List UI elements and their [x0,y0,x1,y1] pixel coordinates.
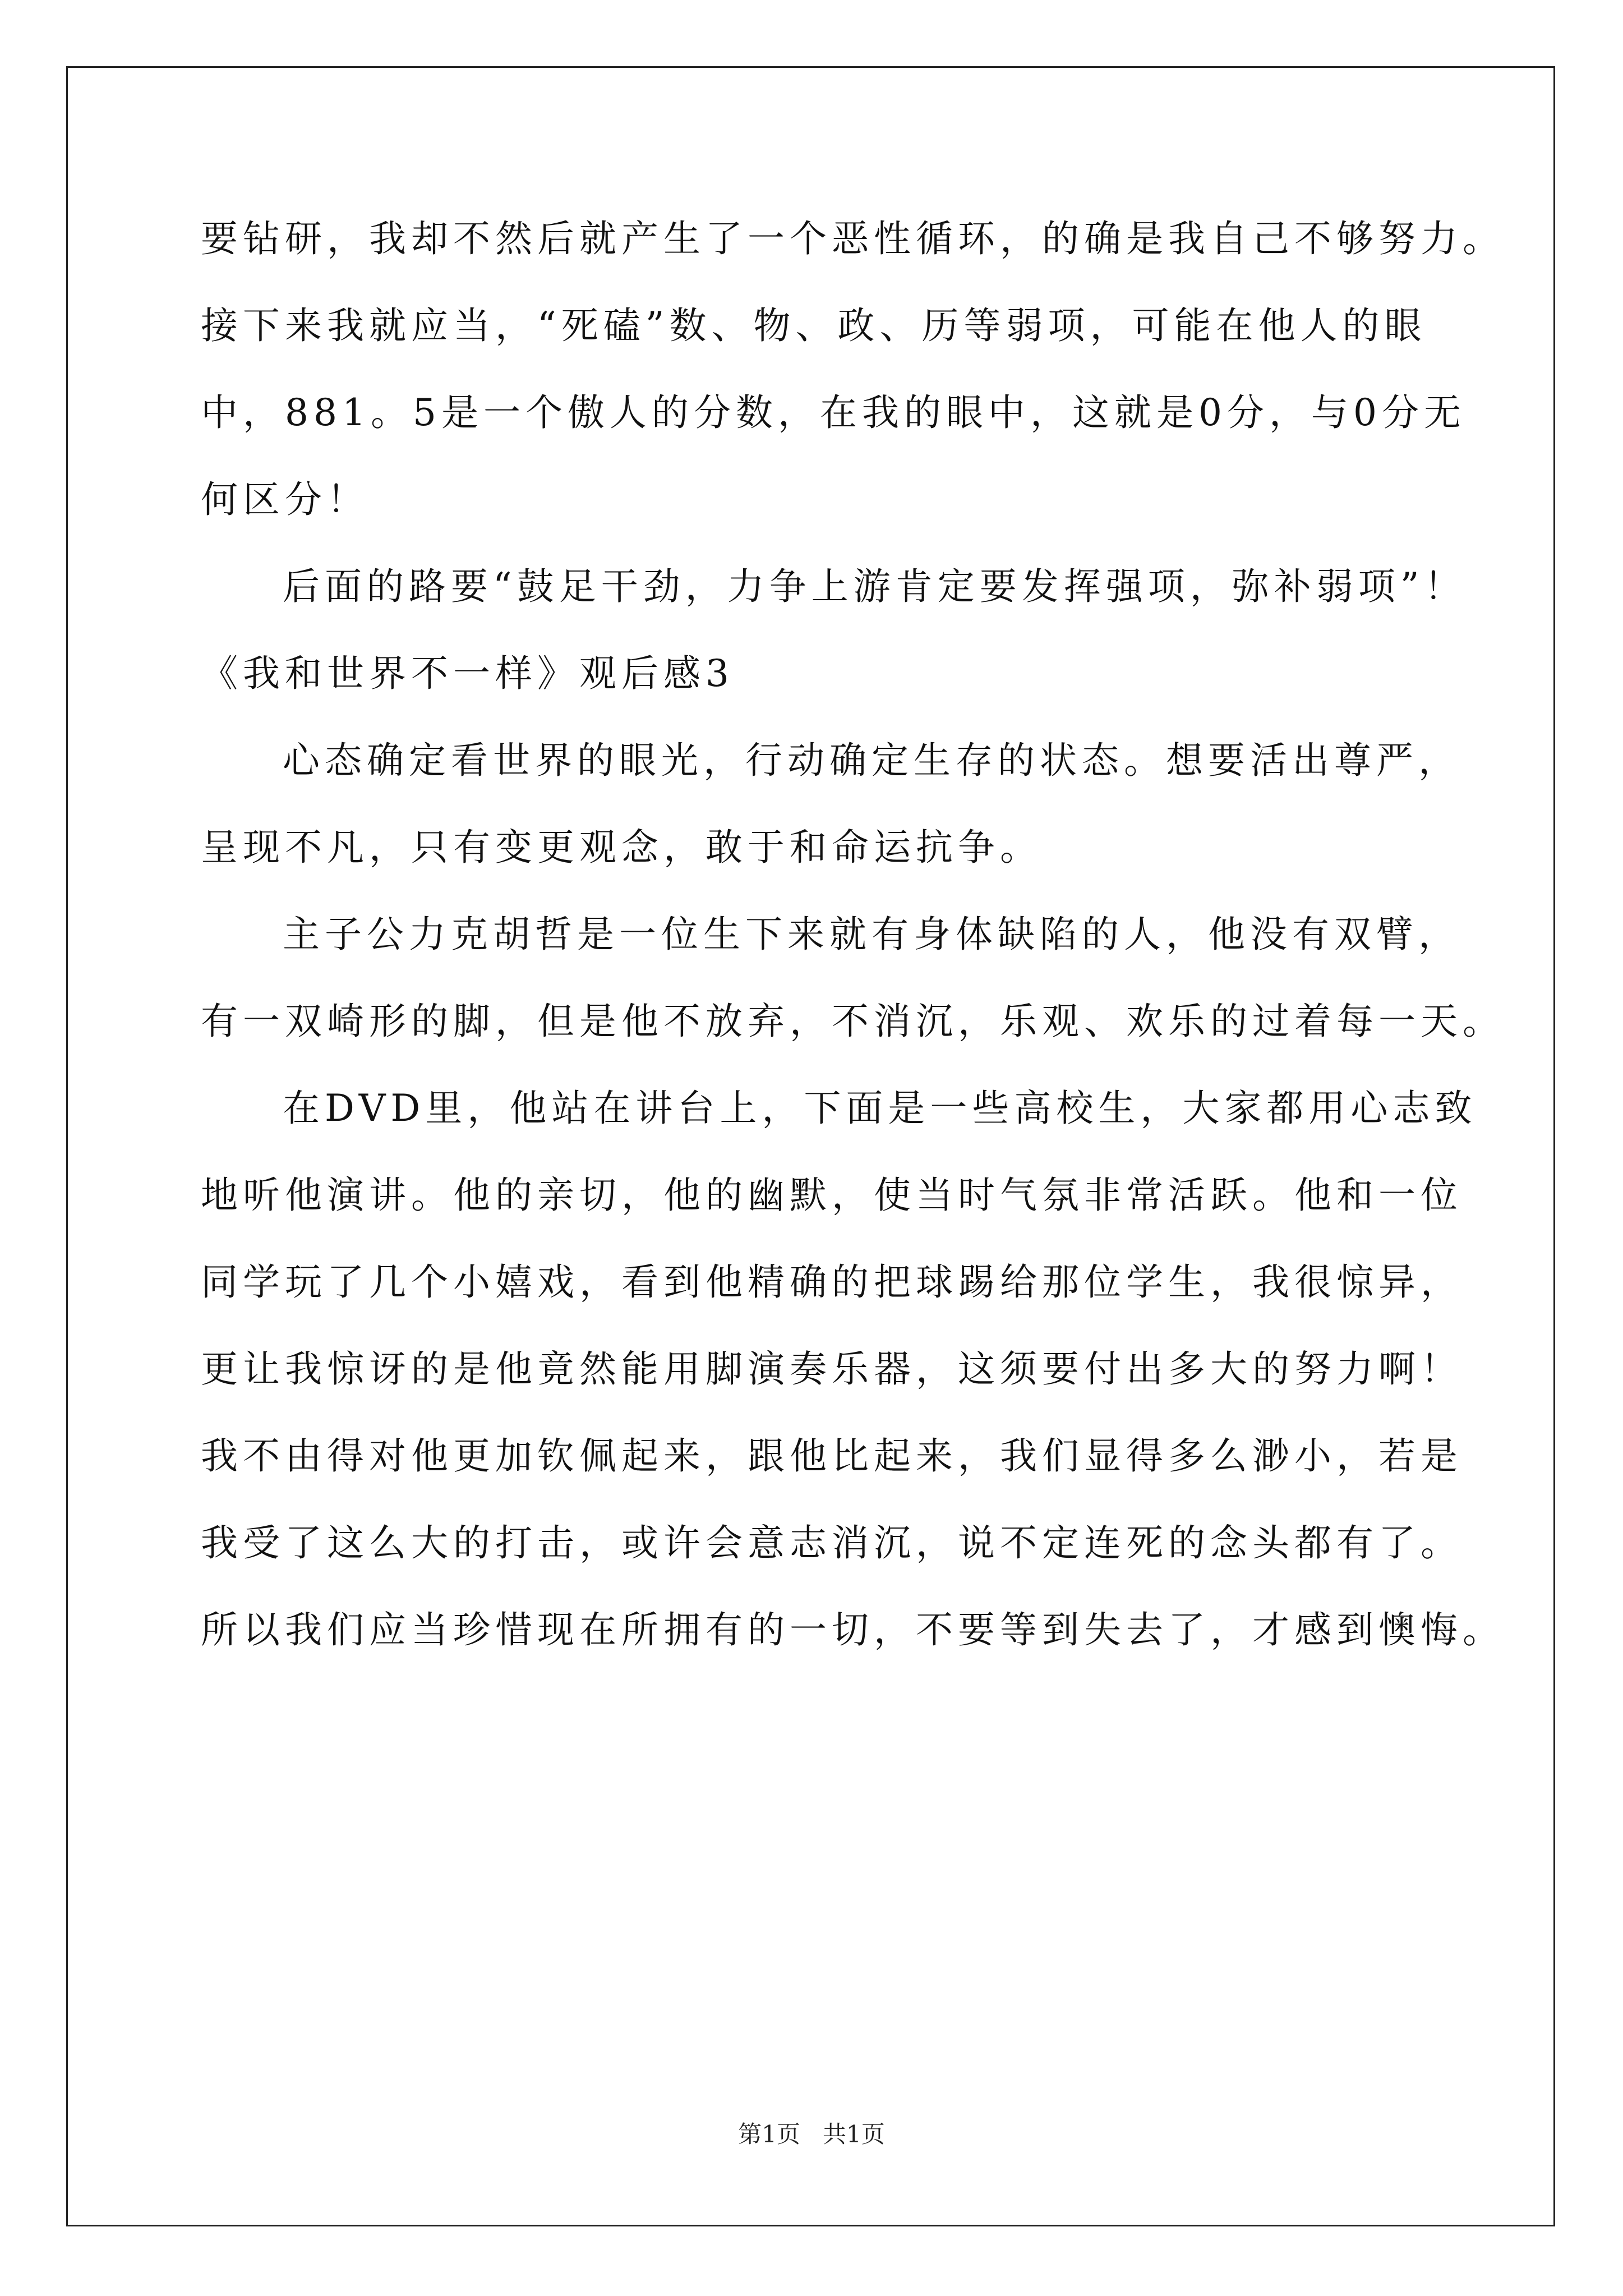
page-number: 第1页 [738,2120,800,2148]
text-line: 呈现不凡，只有变更观念，敢于和命运抗争。 [201,826,1042,869]
text-line: 中，881。5是一个傲人的分数，在我的眼中，这就是0分，与0分无 [201,391,1466,434]
text-line: 我受了这么大的打击，或许会意志消沉，说不定连死的念头都有了。 [201,1521,1463,1565]
text-line: 有一双崎形的脚，但是他不放弃，不消沉，乐观、欢乐的过着每一天。 [201,1000,1505,1043]
text-line: 要钻研，我却不然后就产生了一个恶性循环，的确是我自己不够努力。 [201,217,1505,260]
text-line: 何区分！ [201,478,369,521]
text-line: 所以我们应当珍惜现在所拥有的一切，不要等到失去了，才感到懊悔。 [201,1608,1505,1651]
text-line: 更让我惊讶的是他竟然能用脚演奏乐器，这须要付出多大的努力啊！ [201,1347,1463,1391]
text-line: 接下来我就应当，“死磕”数、物、政、历等弱项，可能在他人的眼 [201,304,1427,347]
paragraph-first-line: 主子公力克胡哲是一位生下来就有身体缺陷的人，他没有双臂， [283,913,1460,956]
paragraph-first-line: 心态确定看世界的眼光，行动确定生存的状态。想要活出尊严， [283,739,1460,782]
page-footer [0,2118,1623,2151]
paragraph-first-line: 后面的路要“鼓足干劲，力争上游肯定要发挥强项，弥补弱项”！ [283,565,1467,608]
paragraph-first-line: 在DVD里，他站在讲台上，下面是一些高校生，大家都用心志致 [283,1087,1477,1130]
page-total: 共1页 [823,2120,885,2148]
section-heading: 《我和世界不一样》观后感3 [201,652,734,695]
text-line: 我不由得对他更加钦佩起来，跟他比起来，我们显得多么渺小，若是 [201,1434,1463,1478]
text-line: 地听他演讲。他的亲切，他的幽默，使当时气氛非常活跃。他和一位 [201,1174,1463,1217]
text-line: 同学玩了几个小嬉戏，看到他精确的把球踢给那位学生，我很惊异， [201,1260,1463,1304]
